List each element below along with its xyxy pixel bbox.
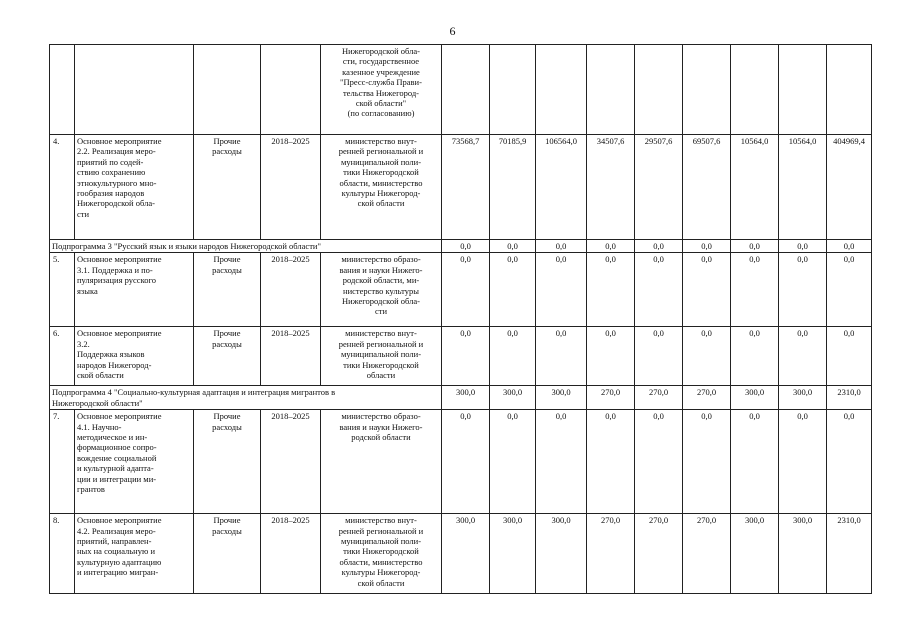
value-cell: 0,0 (536, 240, 587, 253)
name-cell (75, 45, 194, 135)
period-cell: 2018–2025 (261, 410, 321, 514)
value-cell: 0,0 (442, 240, 490, 253)
source-cell: Прочие расходы (194, 514, 261, 594)
value-cell: 69507,6 (683, 135, 731, 240)
source-cell: Прочие расходы (194, 410, 261, 514)
value-cell: 300,0 (442, 386, 490, 410)
value-cell: 300,0 (490, 514, 536, 594)
value-cell: 0,0 (587, 327, 635, 386)
value-cell: 0,0 (683, 253, 731, 327)
value-cell (683, 45, 731, 135)
executor-cell: министерство образо- вания и науки Нижего- родской области (321, 410, 442, 514)
value-cell: 0,0 (683, 327, 731, 386)
executor-cell: министерство образо- вания и науки Нижего- родской области, ми- нистерство культуры Нижегородской обла- сти (321, 253, 442, 327)
subprogram-title: Подпрограмма 3 "Русский язык и языки народов Нижегородской области" (50, 240, 442, 253)
value-cell: 0,0 (779, 327, 827, 386)
name-cell: Основное мероприятие 2.2. Реализация меро- приятий по содей- ствию сохранению этнокультурного мно- гообразия народов Нижегородской обла- сти (75, 135, 194, 240)
value-cell: 0,0 (587, 240, 635, 253)
value-cell: 0,0 (442, 253, 490, 327)
value-cell: 270,0 (587, 386, 635, 410)
value-cell (635, 45, 683, 135)
value-cell: 70185,9 (490, 135, 536, 240)
executor-cell: министерство внут- ренней региональной и муниципальной поли- тики Нижегородской области, министерство культуры Нижегород- ской области (321, 514, 442, 594)
value-cell: 0,0 (779, 253, 827, 327)
table-row (50, 410, 872, 514)
name-cell: Основное мероприятие 3.1. Поддержка и по- пуляризация русского языка (75, 253, 194, 327)
value-cell (536, 45, 587, 135)
program-table (49, 44, 872, 594)
value-cell: 0,0 (683, 410, 731, 514)
period-cell: 2018–2025 (261, 514, 321, 594)
period-cell (261, 45, 321, 135)
page-number: 6 (449, 24, 456, 38)
value-cell: 300,0 (536, 386, 587, 410)
value-cell: 300,0 (536, 514, 587, 594)
executor-cell: Нижегородской обла- сти, государственное казенное учреждение "Пресс-служба Прави- тельства Нижегород- ской области" (по согласованию) (321, 45, 442, 135)
value-cell: 0,0 (490, 327, 536, 386)
value-cell: 0,0 (536, 410, 587, 514)
value-cell: 270,0 (683, 386, 731, 410)
value-cell: 0,0 (635, 410, 683, 514)
value-cell (442, 45, 490, 135)
value-cell: 0,0 (731, 253, 779, 327)
source-cell: Прочие расходы (194, 253, 261, 327)
value-cell: 404969,4 (827, 135, 872, 240)
name-cell: Основное мероприятие 4.1. Научно- методическое и ин- формационное сопро- вождение социальной и культурной адапта- ции и интеграции ми- грантов (75, 410, 194, 514)
table-body (50, 45, 872, 594)
value-cell: 0,0 (490, 240, 536, 253)
value-cell: 0,0 (731, 240, 779, 253)
value-cell: 0,0 (779, 240, 827, 253)
value-cell: 0,0 (827, 327, 872, 386)
value-cell: 270,0 (587, 514, 635, 594)
value-cell: 0,0 (587, 253, 635, 327)
value-cell: 73568,7 (442, 135, 490, 240)
value-cell: 300,0 (779, 514, 827, 594)
value-cell: 106564,0 (536, 135, 587, 240)
period-cell: 2018–2025 (261, 253, 321, 327)
source-cell: Прочие расходы (194, 135, 261, 240)
period-cell: 2018–2025 (261, 135, 321, 240)
value-cell: 0,0 (683, 240, 731, 253)
executor-cell: министерство внут- ренней региональной и муниципальной поли- тики Нижегородской области (321, 327, 442, 386)
value-cell: 300,0 (490, 386, 536, 410)
index-cell: 4. (50, 135, 75, 240)
source-cell (194, 45, 261, 135)
subprogram-row (50, 386, 872, 410)
value-cell: 10564,0 (731, 135, 779, 240)
index-cell (50, 45, 75, 135)
value-cell: 0,0 (490, 410, 536, 514)
value-cell: 270,0 (635, 386, 683, 410)
source-cell: Прочие расходы (194, 327, 261, 386)
value-cell: 0,0 (779, 410, 827, 514)
table-row (50, 327, 872, 386)
value-cell: 0,0 (536, 327, 587, 386)
value-cell: 0,0 (490, 253, 536, 327)
value-cell: 0,0 (587, 410, 635, 514)
value-cell (827, 45, 872, 135)
value-cell: 270,0 (635, 514, 683, 594)
index-cell: 8. (50, 514, 75, 594)
table-row (50, 514, 872, 594)
value-cell: 300,0 (731, 514, 779, 594)
value-cell (490, 45, 536, 135)
value-cell (587, 45, 635, 135)
value-cell: 10564,0 (779, 135, 827, 240)
table-row (50, 253, 872, 327)
table-row (50, 135, 872, 240)
name-cell: Основное мероприятие 4.2. Реализация меро- приятий, направлен- ных на социальную и культурную адаптацию и интеграцию мигран- (75, 514, 194, 594)
value-cell: 300,0 (442, 514, 490, 594)
value-cell: 0,0 (731, 327, 779, 386)
name-cell: Основное мероприятие 3.2. Поддержка языков народов Нижегород- ской области (75, 327, 194, 386)
value-cell: 2310,0 (827, 514, 872, 594)
subprogram-title: Подпрограмма 4 "Социально-культурная адаптация и интеграция мигрантов в Нижегородской области" (50, 386, 442, 410)
value-cell: 0,0 (827, 410, 872, 514)
value-cell: 34507,6 (587, 135, 635, 240)
value-cell: 0,0 (635, 327, 683, 386)
value-cell: 0,0 (731, 410, 779, 514)
value-cell: 0,0 (536, 253, 587, 327)
value-cell: 270,0 (683, 514, 731, 594)
value-cell (731, 45, 779, 135)
value-cell: 300,0 (779, 386, 827, 410)
subprogram-row (50, 240, 872, 253)
value-cell: 2310,0 (827, 386, 872, 410)
table-row (50, 45, 872, 135)
value-cell (779, 45, 827, 135)
executor-cell: министерство внут- ренней региональной и муниципальной поли- тики Нижегородской области, министерство культуры Нижегород- ской области (321, 135, 442, 240)
index-cell: 5. (50, 253, 75, 327)
value-cell: 0,0 (442, 410, 490, 514)
period-cell: 2018–2025 (261, 327, 321, 386)
value-cell: 0,0 (635, 240, 683, 253)
index-cell: 7. (50, 410, 75, 514)
value-cell: 0,0 (635, 253, 683, 327)
value-cell: 300,0 (731, 386, 779, 410)
value-cell: 0,0 (827, 253, 872, 327)
value-cell: 0,0 (827, 240, 872, 253)
value-cell: 29507,6 (635, 135, 683, 240)
index-cell: 6. (50, 327, 75, 386)
value-cell: 0,0 (442, 327, 490, 386)
